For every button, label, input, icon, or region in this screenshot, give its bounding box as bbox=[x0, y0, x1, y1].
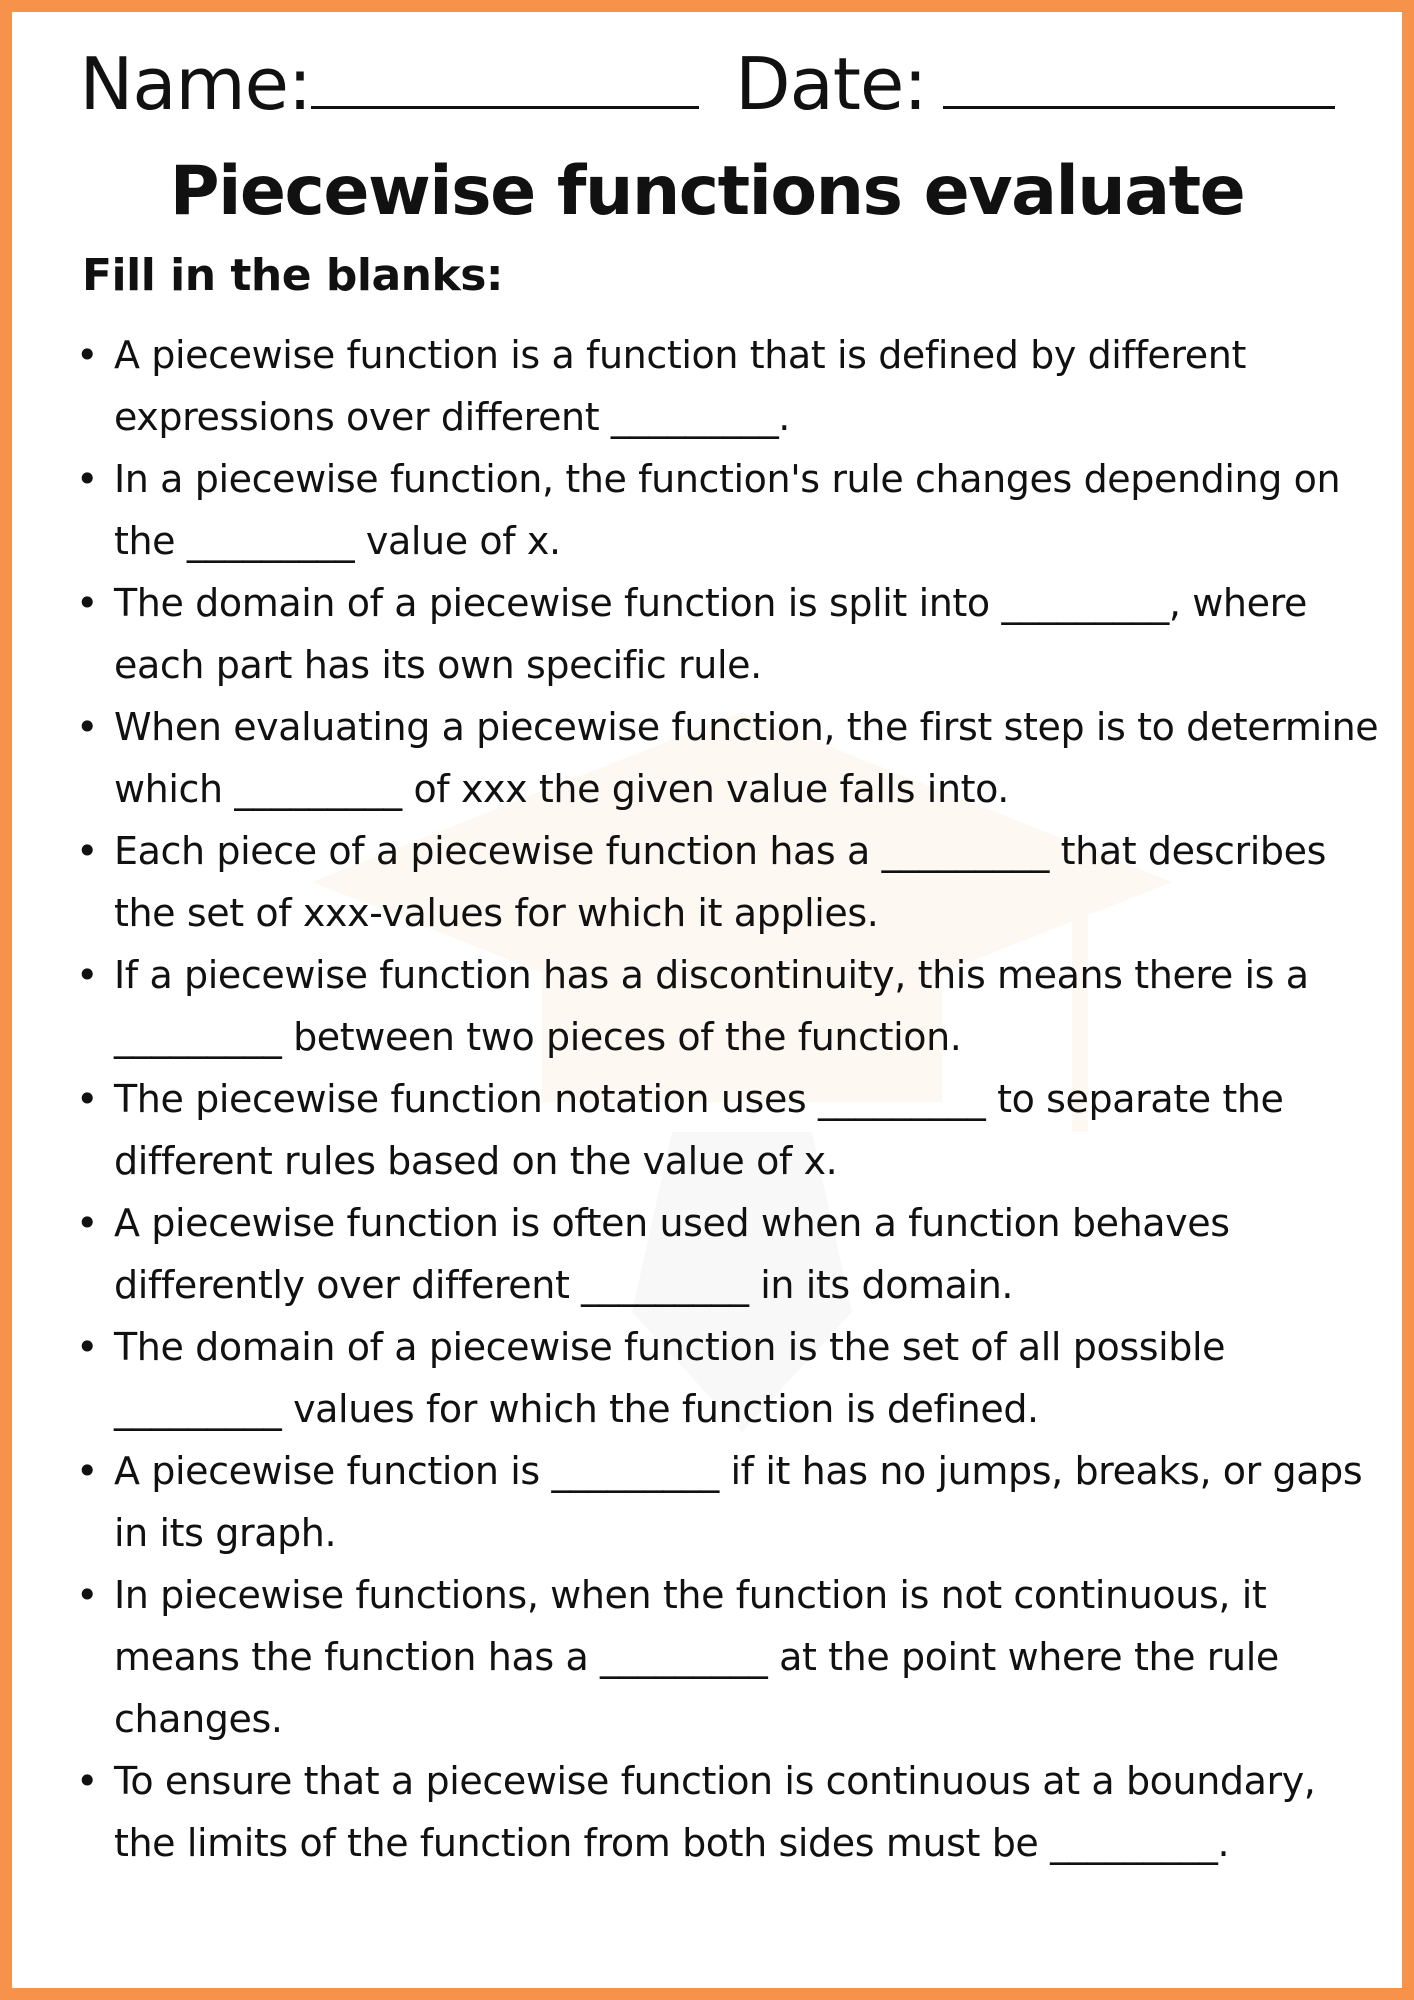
name-label: Name: bbox=[79, 42, 312, 126]
bullet-icon: • bbox=[76, 1325, 99, 1369]
bullet-icon: • bbox=[76, 457, 99, 501]
list-item bbox=[74, 448, 1384, 572]
name-blank-line bbox=[311, 106, 699, 109]
list-item bbox=[74, 1316, 1384, 1440]
list-item bbox=[74, 820, 1384, 944]
bullet-icon: • bbox=[76, 581, 99, 625]
list-item bbox=[74, 324, 1384, 448]
question-list bbox=[74, 324, 1384, 1874]
question-text: A piecewise function is a function that is defined by different expressions over different _________. bbox=[114, 333, 1246, 439]
name-date-header bbox=[12, 42, 1402, 126]
list-item bbox=[74, 1564, 1384, 1750]
bullet-icon: • bbox=[76, 1201, 99, 1245]
question-text: The domain of a piecewise function is split into _________, where each part has its own specific rule. bbox=[114, 581, 1307, 687]
question-text: When evaluating a piecewise function, the first step is to determine which _________ of xxx the given value falls into. bbox=[114, 705, 1379, 811]
question-text: In piecewise functions, when the function is not continuous, it means the function has a _________ at the point where the rule changes. bbox=[114, 1573, 1279, 1741]
bullet-icon: • bbox=[76, 953, 99, 997]
question-text: The domain of a piecewise function is the set of all possible _________ values for which the function is defined. bbox=[114, 1325, 1226, 1431]
bullet-icon: • bbox=[76, 1759, 99, 1803]
question-text: In a piecewise function, the function's rule changes depending on the _________ value of x. bbox=[114, 457, 1341, 563]
list-item bbox=[74, 1192, 1384, 1316]
question-text: To ensure that a piecewise function is continuous at a boundary, the limits of the function from both sides must be _________. bbox=[114, 1759, 1316, 1865]
question-text: If a piecewise function has a discontinuity, this means there is a _________ between two pieces of the function. bbox=[114, 953, 1309, 1059]
date-label: Date: bbox=[735, 42, 927, 126]
page-title: Piecewise functions evaluate bbox=[169, 152, 1245, 231]
date-blank-line bbox=[943, 106, 1335, 109]
list-item bbox=[74, 944, 1384, 1068]
bullet-icon: • bbox=[76, 705, 99, 749]
worksheet-page bbox=[12, 12, 1402, 1988]
bullet-icon: • bbox=[76, 1449, 99, 1493]
question-text: A piecewise function is often used when a function behaves differently over different _________ in its domain. bbox=[114, 1201, 1230, 1307]
list-item bbox=[74, 1750, 1384, 1874]
list-item bbox=[74, 696, 1384, 820]
bullet-icon: • bbox=[76, 1573, 99, 1617]
bullet-icon: • bbox=[76, 333, 99, 377]
question-text: The piecewise function notation uses _________ to separate the different rules based on the value of x. bbox=[114, 1077, 1284, 1183]
bullet-icon: • bbox=[76, 1077, 99, 1121]
question-text: A piecewise function is _________ if it has no jumps, breaks, or gaps in its graph. bbox=[114, 1449, 1363, 1555]
question-text: Each piece of a piecewise function has a _________ that describes the set of xxx-values for which it applies. bbox=[114, 829, 1326, 935]
list-item bbox=[74, 1068, 1384, 1192]
section-subtitle: Fill in the blanks: bbox=[82, 250, 504, 301]
bullet-icon: • bbox=[76, 829, 99, 873]
list-item bbox=[74, 572, 1384, 696]
list-item bbox=[74, 1440, 1384, 1564]
